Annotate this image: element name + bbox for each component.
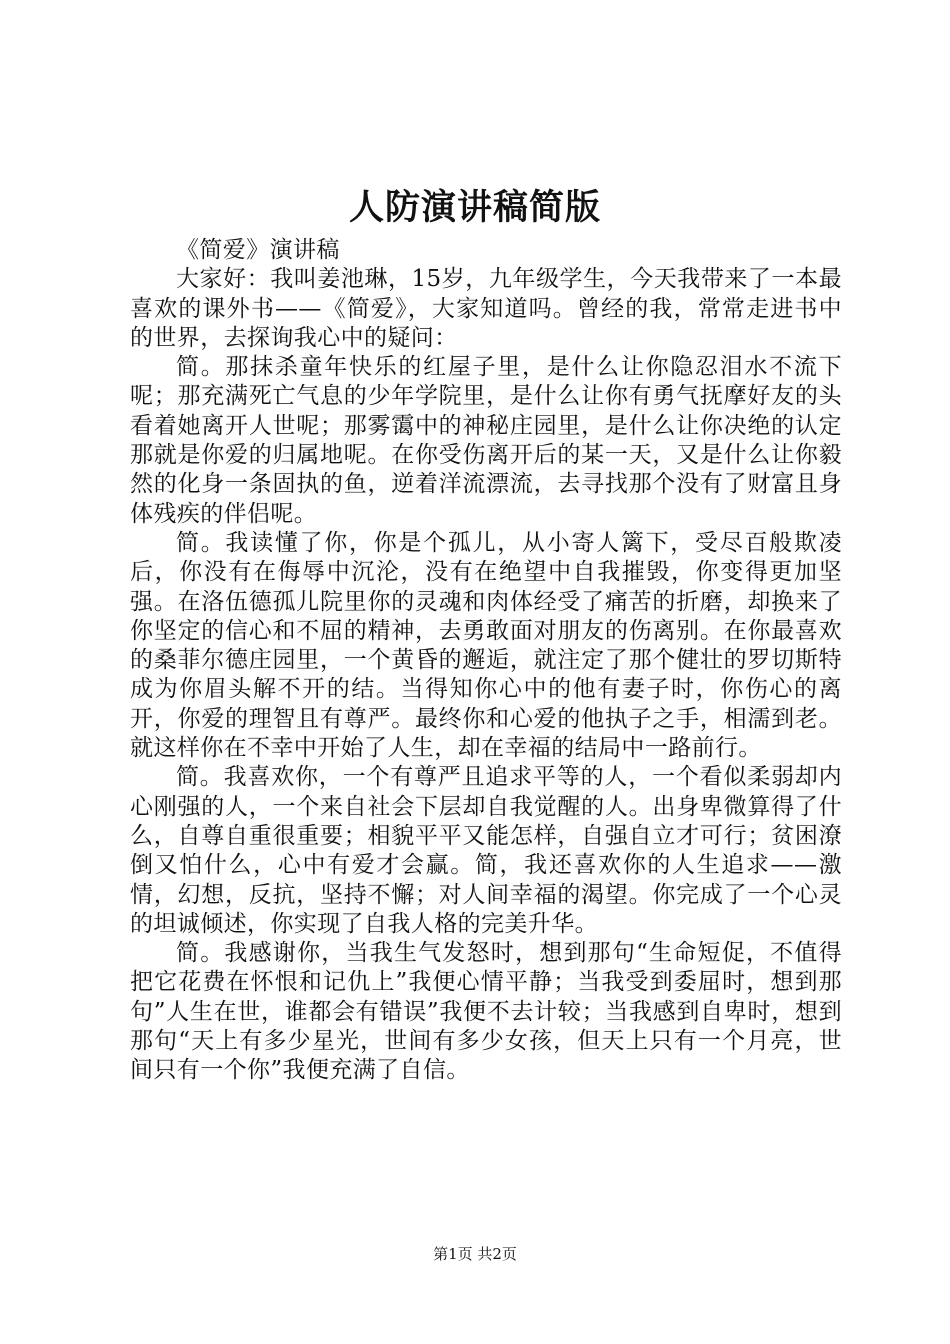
paragraph-gratitude: 简。我感谢你，当我生气发怒时，想到那句“生命短促，不值得把它花费在怀恨和记仇上”我便心情平静；当我受到委屈时，想到那句”人生在世，谁都会有错误”我便不去计较；当我感到自卑时，想到那句“天上有多少星光，世间有多少女孩，但天上只有一个月亮，世间只有一个你”我便充满了自信。 [130, 940, 842, 1084]
paragraph-subtitle: 《简爱》演讲稿 [176, 237, 340, 263]
paragraph-intro: 大家好：我叫姜池琳，15岁，九年级学生，今天我带来了一本最喜欢的课外书——《简爱》，大家知道吗。曾经的我，常常走进书中的世界，去探询我心中的疑问： [130, 266, 842, 351]
paragraph-admiration: 简。我喜欢你，一个有尊严且追求平等的人，一个看似柔弱却内心刚强的人，一个来自社会下层却自我觉醒的人。出身卑微算得了什么，自尊自重很重要；相貌平平又能怎样，自强自立才可行；贫困潦倒又怕什么，心中有爱才会赢。简，我还喜欢你的人生追求——激情，幻想，反抗，坚持不懈；对人间幸福的渴望。你完成了一个心灵的坦诚倾述，你实现了自我人格的完美升华。 [130, 764, 842, 937]
document-body [130, 236, 842, 1086]
page-footer: 第1页 共2页 [433, 1245, 517, 1263]
paragraph-understanding: 简。我读懂了你，你是个孤儿，从小寄人篱下，受尽百般欺凌后，你没有在侮辱中沉沦，没有在绝望中自我摧毁，你变得更加坚强。在洛伍德孤儿院里你的灵魂和肉体经受了痛苦的折磨，却换来了你坚定的信心和不屈的精神，去勇敢面对朋友的伤离别。在你最喜欢的桑菲尔德庄园里，一个黄昏的邂逅，就注定了那个健壮的罗切斯特成为你眉头解不开的结。当得知你心中的他有妻子时，你伤心的离开，你爱的理智且有尊严。最终你和心爱的他执子之手，相濡到老。就这样你在不幸中开始了人生，却在幸福的结局中一路前行。 [130, 529, 842, 762]
paragraph-questions: 简。那抹杀童年快乐的红屋子里，是什么让你隐忍泪水不流下呢；那充满死亡气息的少年学院里，是什么让你有勇气抚摩好友的头看着她离开人世呢；那雾霭中的神秘庄园里，是什么让你决绝的认定那就是你爱的归属地呢。在你受伤离开后的某一天，又是什么让你毅然的化身一条固执的鱼，逆着洋流漂流，去寻找那个没有了财富且身体残疾的伴侣呢。 [130, 354, 842, 527]
page-title: 人防演讲稿简版 [348, 187, 601, 228]
